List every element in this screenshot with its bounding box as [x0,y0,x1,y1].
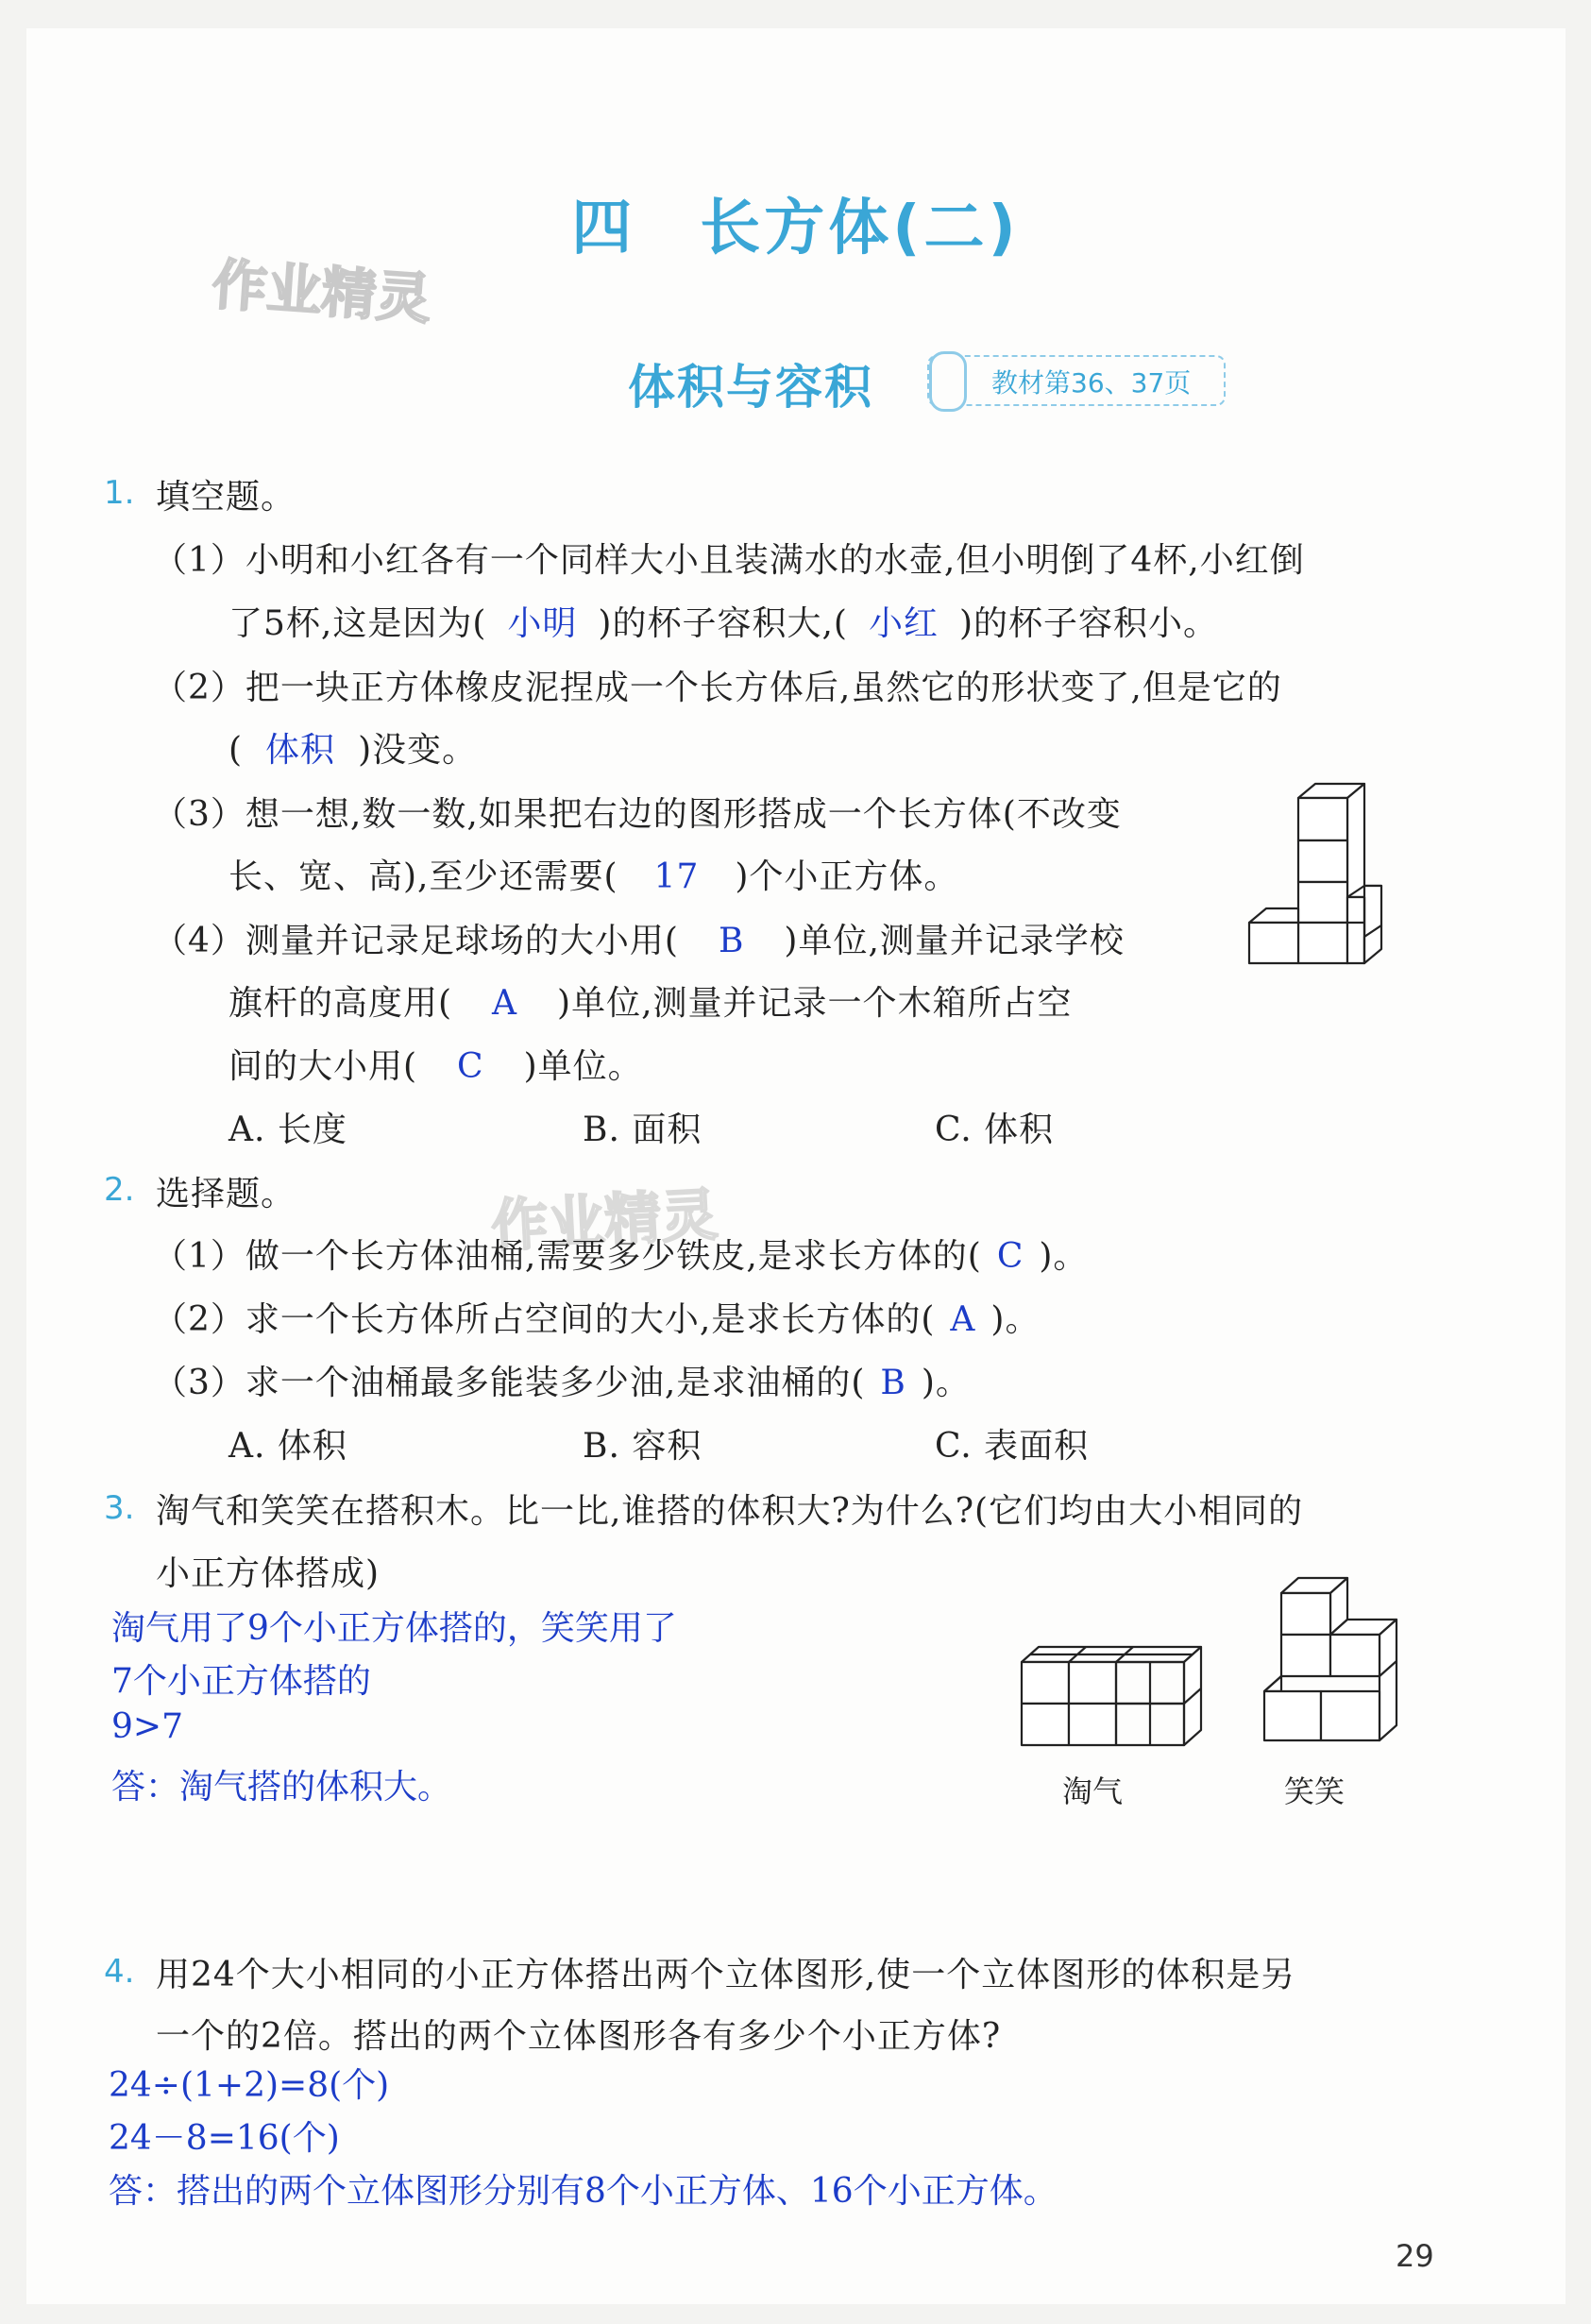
taoqi-blocks-figure [1020,1617,1209,1758]
q4-answer-line2: 24－8=16(个) [109,2119,340,2158]
q1-s1-line2: 了5杯,这是因为( 小明 )的杯子容积大,( 小红 )的杯子容积小。 [228,604,1219,643]
q1-s4-answer2: A [492,984,518,1023]
taoqi-caption: 淘气 [1062,1773,1124,1809]
q1-option-c: C. 体积 [935,1111,1055,1149]
q2-s3-answer: B [880,1364,906,1402]
watermark-2: 作业精灵 [489,1181,719,1261]
q3-line1: 淘气和笑笑在搭积木。比一比,谁搭的体积大?为什么?(它们均由大小相同的 [156,1492,1304,1531]
q1-s3-line2: 长、宽、高),至少还需要( 17 )个小正方体。 [228,857,959,896]
q1-s2-line2: ( 体积 )没变。 [228,731,478,770]
q3-answer-line2: 7个小正方体搭的 [111,1662,371,1701]
q4-line2: 一个的2倍。搭出的两个立体图形各有多少个小正方体? [156,2017,1002,2056]
q1-s4-line2: 旗杆的高度用( A )单位,测量并记录一个木箱所占空 [228,984,1073,1023]
q1-s2-answer: 体积 [265,731,336,770]
q2-option-c: C. 表面积 [935,1427,1090,1466]
xiaoxiao-blocks-figure [1261,1572,1412,1761]
q1-number: 1. [104,474,135,512]
section-title: 体积与容积 [628,360,873,415]
q2-number: 2. [104,1171,135,1209]
q1-s3-answer: 17 [653,857,700,896]
q3-answer-line3: 9>7 [111,1707,183,1746]
q1-s3-line1: （3）想一想,数一数,如果把右边的图形搭成一个长方体(不改变 [153,795,1122,834]
chapter-title: 四 长方体(二) [571,194,1020,263]
q4-answer-line3: 答：搭出的两个立体图形分别有8个小正方体、16个小正方体。 [109,2172,1058,2211]
q1-s1-answer2: 小红 [868,604,939,643]
cube-stack-figure [1242,774,1412,1001]
xiaoxiao-caption: 笑笑 [1284,1773,1346,1809]
page-number: 29 [1396,2238,1434,2274]
q4-line1: 用24个大小相同的小正方体搭出两个立体图形,使一个立体图形的体积是另 [156,1956,1296,1994]
q1-s4-answer1: B [718,922,745,960]
textbook-ref-box [927,355,1226,406]
q4-answer-line1: 24÷(1+2)=8(个) [109,2066,390,2105]
q1-s1-line1: （1）小明和小红各有一个同样大小且装满水的水壶,但小明倒了4杯,小红倒 [153,541,1305,580]
q1-s2-line1: （2）把一块正方体橡皮泥捏成一个长方体后,虽然它的形状变了,但是它的 [153,669,1282,707]
q1-s4-line3: 间的大小用( C )单位。 [228,1047,643,1086]
book-icon [929,351,967,412]
q1-s1-answer1: 小明 [507,604,578,643]
q2-s1: （1）做一个长方体油桶,需要多少铁皮,是求长方体的( C )。 [153,1237,1089,1276]
q2-option-a: A. 体积 [228,1427,347,1466]
q2-s1-answer: C [996,1237,1024,1276]
textbook-ref: 教材第36、37页 [991,367,1192,399]
q2-s2: （2）求一个长方体所占空间的大小,是求长方体的( A )。 [153,1300,1041,1339]
q3-number: 3. [104,1489,135,1527]
q1-option-a: A. 长度 [228,1111,347,1149]
q2-title: 选择题。 [156,1175,296,1213]
q4-number: 4. [104,1953,135,1991]
q3-answer-line1: 淘气用了9个小正方体搭的，笑笑用了 [111,1609,677,1648]
q3-answer-line4: 答：淘气搭的体积大。 [111,1768,452,1807]
q1-title: 填空题。 [156,478,296,517]
watermark: 作业精灵 [210,251,433,331]
q1-option-b: B. 面积 [583,1111,702,1149]
q3-line2: 小正方体搭成) [156,1554,381,1593]
q2-option-b: B. 容积 [583,1427,702,1466]
q2-s2-answer: A [950,1300,976,1339]
q2-s3: （3）求一个油桶最多能装多少油,是求油桶的( B )。 [153,1364,971,1402]
q1-s4-answer3: C [457,1047,484,1086]
q1-s4-line1: （4）测量并记录足球场的大小用( B )单位,测量并记录学校 [153,922,1125,960]
